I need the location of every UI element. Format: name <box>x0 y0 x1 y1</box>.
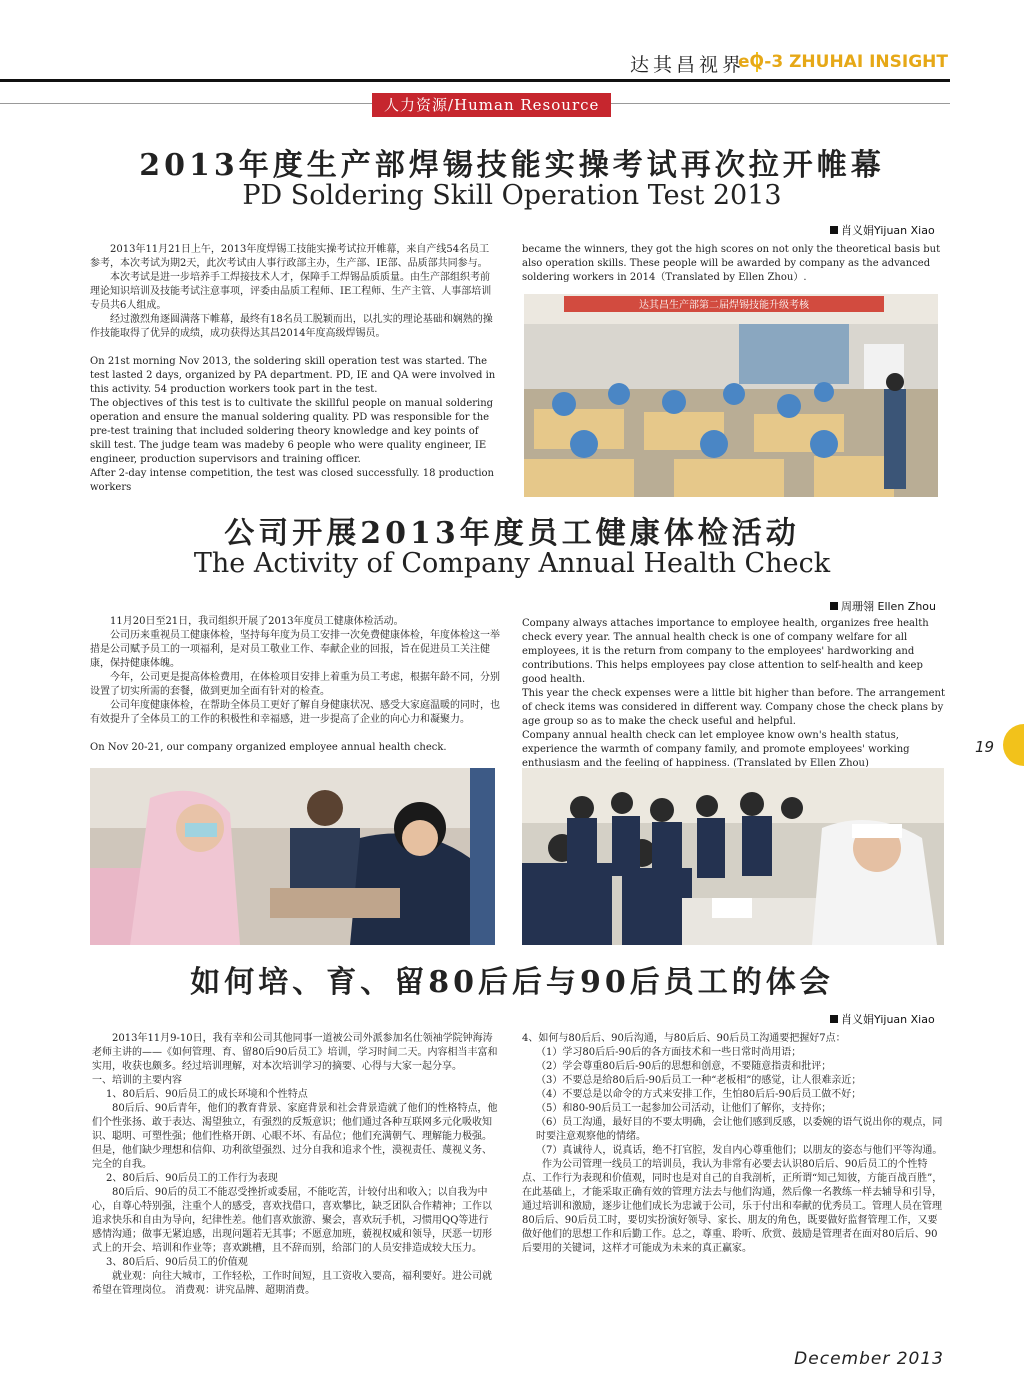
article1-byline <box>830 222 935 238</box>
article2-cn-paragraph: 今年，公司更是提高体检费用，在体检项目安排上着重为员工考虑，根据年龄不同，分别设置了切实所需的套餐，做到更加全面有针对的检查。 <box>90 672 500 697</box>
article1-title-en: PD Soldering Skill Operation Test 2013 <box>242 180 782 211</box>
article3-right-heading: 4、如何与80后后、90后沟通，与80后后、90后员工沟通要把握好7点： <box>522 1033 846 1044</box>
article1-author: 肖义娟Yijuan Xiao <box>841 224 935 237</box>
article3-subheading: 3、80后后、90后员工的价值观 <box>106 1257 248 1268</box>
article1-en-paragraph: After 2-day intense competition, the test was closed successfully. 18 production workers <box>90 468 494 493</box>
article2-en-paragraph: Company always attaches importance to employee health, organizes free health check every year. The annual health check is one of company welfare for all employees, it is the return from company to the employees' hardworking and contributions. This helps employees pay close attention to self-health and keep good health. <box>522 618 929 685</box>
article3-author: 肖义娟Yijuan Xiao <box>841 1013 935 1026</box>
article2-right-column <box>522 617 946 767</box>
article3-list-item: （7）真诚待人，说真话，绝不打官腔，发自内心尊重他们；以朋友的姿态与他们平等沟通。 <box>536 1145 943 1156</box>
health-check-photo-right <box>522 768 944 945</box>
article3-left-column <box>92 1032 498 1320</box>
article1-en-paragraph: On 21st morning Nov 2013, the soldering skill operation test was started. The test lasted 2 days, organized by PA department. PD, IE and QA were involved in this activity. 54 production workers took part in the test. <box>90 356 496 395</box>
article3-paragraph: 80后后、90后的员工不能忍受挫折或委屈，不能吃苦，计较付出和收入；以自我为中心，自尊心特别强，注重个人的感受，喜欢找借口，喜欢攀比，缺乏团队合作精神；工作以追求快乐和自由为导向，纪律性差。他们喜欢旅游、聚会，喜欢玩手机，习惯用QQ等进行感情沟通；做事无紧迫感，出现问题若无其事；不愿意加班，藐视权威和领导，厌恶一切形式上的开会、培训和作业等；喜欢跳槽，且不辞而别，给部门的人员安排造成较大压力。 <box>92 1187 492 1254</box>
section-band <box>0 93 950 117</box>
article2-title-en: The Activity of Company Annual Health Check <box>193 548 831 579</box>
magazine-name-en: eQ-3 ZHUHAI INSIGHT <box>738 52 948 72</box>
byline-square-icon <box>830 1015 838 1023</box>
section-label: 人力资源/Human Resource <box>372 93 611 117</box>
article3-subheading: 1、80后后、90后员工的成长环境和个性特点 <box>106 1089 308 1100</box>
article3-right-column <box>522 1032 946 1322</box>
article2-author: 周珊翎 Ellen Zhou <box>841 600 937 613</box>
issue-date: December 2013 <box>794 1349 944 1369</box>
article3-title-cn: 如何培、育、留80后后与90后员工的体会 <box>190 965 834 1000</box>
article3-list-item: （4）不要总是以命令的方式来安排工作，生怕80后后-90后员工做不好； <box>536 1089 862 1100</box>
article3-subheading: 2、80后后、90后员工的工作行为表现 <box>106 1173 278 1184</box>
article1-en-continued: became the winners, they got the high scores on not only the theoretical basis but also operation skills. These people will be awarded by company as the advanced soldering workers in 2014（Translated by Ellen Zhou）. <box>522 244 941 283</box>
article1-title-cn: 2013年度生产部焊锡技能实操考试再次拉开帷幕 <box>139 148 885 183</box>
article2-left-column <box>90 615 500 765</box>
article2-en-lead: On Nov 20-21, our company organized employee annual health check. <box>90 742 447 753</box>
article1-cn-paragraph: 经过激烈角逐圆满落下帷幕，最终有18名员工脱颖而出，以扎实的理论基础和娴熟的操作技能取得了优异的成绩，成功获得达其昌2014年度高级焊锡员。 <box>90 314 493 339</box>
article3-list-item: （3）不要总是给80后后-90后员工一种“老板相”的感觉，让人很难亲近； <box>536 1075 862 1086</box>
masthead <box>0 44 950 78</box>
article3-list-item: （2）学会尊重80后后-90后的思想和创意，不要随意指责和批评； <box>536 1061 832 1072</box>
article3-paragraph: 2013年11月9-10日，我有幸和公司其他同事一道被公司外派参加名仕领袖学院钟海涛老师主讲的——《如何管理、育、留80后90后员工》培训，学习时间二天。内容相当丰富和实用，收获也颇多。经过培训理解，对本次培训学习的摘要、心得与大家一起分享。 <box>92 1033 498 1072</box>
article3-closing: 作为公司管理一线员工的培训员，我认为非常有必要去认识80后后、90后员工的个性特点、工作行为表现和价值观，同时也是对自己的自我剖析，正所谓“知己知彼，方能百战百胜”，在此基础上，才能采取正确有效的管理方法去与他们沟通，然后像一名教练一样去辅导和引导，通过培训和激励，逐步让他们成长为忠诚于公司，乐于付出和奉献的优秀员工。管理人员在管理80后后、90后员工时，要切实扮演好领导、家长、朋友的角色，既要做好监督管理工作，又要做好他们的思想工作和后勤工作。总之，尊重、聆听、欣赏、鼓励是管理者在面对80后后、90后要用的关键词，这样才可能成为未来的真正赢家。 <box>522 1159 943 1254</box>
article3-list-item: （1）学习80后后-90后的各方面技术和一些日常时尚用语； <box>536 1047 802 1058</box>
article3-list-item: （6）员工沟通，最好目的不要太明确，会让他们感到反感，以委婉的语气说出你的观点，同时要注意观察他的情绪。 <box>536 1117 943 1142</box>
article1-cn-paragraph: 本次考试是进一步培养手工焊接技术人才，保障手工焊锡品质质量。由生产部组织考前理论知识培训及技能考试注意事项，评委由品质工程师、IE工程师、生产主管、人事部培训专员共6人组成。 <box>90 272 492 311</box>
page-tab-circle <box>1003 724 1024 766</box>
article3-paragraph: 80后后、90后青年，他们的教育背景、家庭背景和社会背景造就了他们的性格特点，他们个性张扬、敢于表达、渴望独立，有强烈的反叛意识；他们通过各种互联网多元化吸收知识、聪明、可塑性强；他们性格开朗、心眼不坏、有品位；他们充满朝气、理解能力极强。但是，他们缺少理想和信仰、功利欲望强烈、过分自我和追求个性，漠视责任、蔑视义务、完全的自我。 <box>92 1103 498 1170</box>
article2-cn-paragraph: 11月20日至21日，我司组织开展了2013年度员工健康体检活动。 <box>110 616 404 627</box>
magazine-name-cn: 达其昌视界 <box>629 54 745 76</box>
article2-byline <box>830 598 936 614</box>
article1-cn-paragraph: 2013年11月21日上午，2013年度焊锡工技能实操考试拉开帷幕，来自产线54名员工参考，本次考试为期2天，此次考试由人事行政部主办，生产部、IE部、品质部共同参与。 <box>90 244 490 269</box>
article1-en-paragraph: The objectives of this test is to cultivate the skillful people on manual soldering operation and ensure the manual soldering quality. PD was responsible for the pre-test training that included soldering theory knowledge and key points of skill test. The judge team was madeby 6 people who were quality engineer, IE engineer, production supervisors and training officer. <box>90 398 494 465</box>
photo-banner-text: 达其昌生产部第二届焊锡技能升级考核 <box>639 300 809 311</box>
article2-en-paragraph: Company annual health check can let employee know own's health status, experience the warmth of company family, and promote employees' working enthusiasm and the feeling of happiness. (Translated by Ellen Zhou) <box>522 730 910 767</box>
article3-paragraph: 就业观：向往大城市，工作轻松，工作时间短，且工资收入要高，福利要好。进公司就希望在管理岗位。 消费观：讲究品牌、超期消费。 <box>92 1271 492 1296</box>
masthead-rule <box>0 79 950 82</box>
article2-title-cn: 公司开展2013年度员工健康体检活动 <box>224 516 800 551</box>
article3-byline <box>830 1011 935 1027</box>
article1-left-column <box>90 243 498 503</box>
health-check-photo-left <box>90 768 495 945</box>
article3-heading: 一、培训的主要内容 <box>92 1075 182 1086</box>
article2-en-paragraph: This year the check expenses were a little bit higher than before. The arrangement of check items was considered in different way. Company chose the check plans by age group so as to make the check useful and helpful. <box>522 688 945 727</box>
article1-right-text <box>522 243 946 291</box>
soldering-test-photo <box>524 294 938 497</box>
byline-square-icon <box>830 226 838 234</box>
article3-list-item: （5）和80-90后员工一起参加公司活动，让他们了解你，支持你； <box>536 1103 832 1114</box>
byline-square-icon <box>830 602 838 610</box>
article2-cn-paragraph: 公司历来重视员工健康体检，坚持每年度为员工安排一次免费健康体检，年度体检这一举措是公司赋予员工的一项福利，是对员工敬业工作、奉献企业的回报，旨在促进员工关注健康，保持健康体魄。 <box>90 630 500 669</box>
article2-cn-paragraph: 公司年度健康体检，在帮助全体员工更好了解自身健康状况、感受大家庭温暖的同时，也有效提升了全体员工的工作的积极性和幸福感，进一步提高了企业的向心力和凝聚力。 <box>90 700 500 725</box>
page-number: 19 <box>975 738 995 756</box>
